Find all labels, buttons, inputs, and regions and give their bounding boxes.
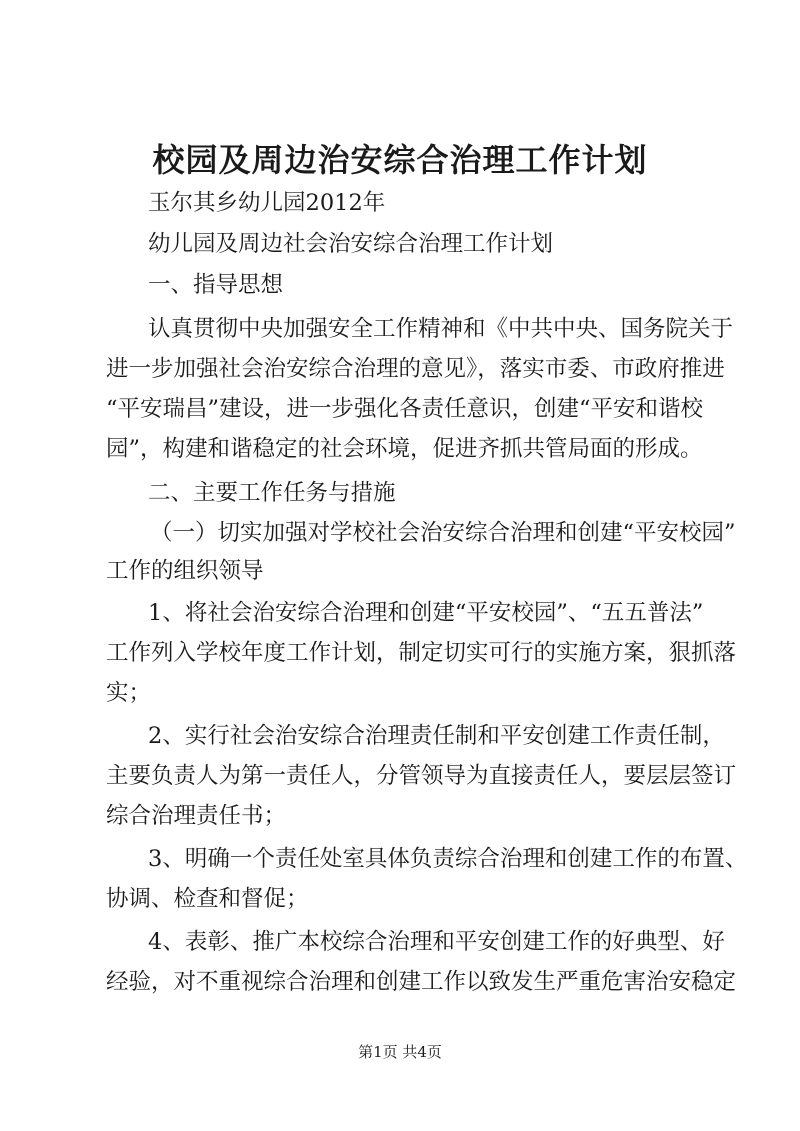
subsection-heading-continued: 工作的组织领导 <box>106 558 264 584</box>
text-line: 工作列入学校年度工作计划，制定切实可行的实施方案，狠抓落 <box>106 640 737 666</box>
text-line: 综合治理责任书； <box>106 803 287 829</box>
page-number-footer: 第1页 共4页 <box>358 1043 442 1061</box>
section-heading-main-tasks: 二、主要工作任务与措施 <box>148 480 396 506</box>
document-title: 校园及周边治安综合治理工作计划 <box>152 141 648 179</box>
text-line: 4、表彰、推广本校综合治理和平安创建工作的好典型、好 <box>148 929 725 955</box>
text-line: 进一步加强社会治安综合治理的意见》，落实市委、市政府推进 <box>106 356 725 382</box>
text-line: 协调、检查和督促； <box>106 886 309 912</box>
text-line-organization: 玉尔其乡幼儿园2012年 <box>148 190 386 216</box>
text-line: 2、实行社会治安综合治理责任制和平安创建工作责任制， <box>148 723 725 749</box>
text-line: 经验，对不重视综合治理和创建工作以致发生严重危害治安稳定 <box>106 969 737 995</box>
text-line-subtitle: 幼儿园及周边社会治安综合治理工作计划 <box>148 231 554 257</box>
section-heading-guiding-ideology: 一、指导思想 <box>148 272 284 298</box>
text-line: “平安瑞昌”建设，进一步强化各责任意识，创建“平安和谐校 <box>106 396 704 422</box>
text-line: 园”，构建和谐稳定的社会环境，促进齐抓共管局面的形成。 <box>106 436 703 462</box>
text-line: 1、将社会治安综合治理和创建“平安校园”、“五五普法” <box>148 600 704 626</box>
text-line: 实； <box>106 680 152 706</box>
subsection-heading: （一）切实加强对学校社会治安综合治理和创建“平安校园” <box>150 520 736 546</box>
text-line: 3、明确一个责任处室具体负责综合治理和创建工作的布置、 <box>148 846 748 872</box>
text-line: 认真贯彻中央加强安全工作精神和《中共中央、国务院关于 <box>148 316 734 342</box>
text-line: 主要负责人为第一责任人，分管领导为直接责任人，要层层签订 <box>106 763 737 789</box>
